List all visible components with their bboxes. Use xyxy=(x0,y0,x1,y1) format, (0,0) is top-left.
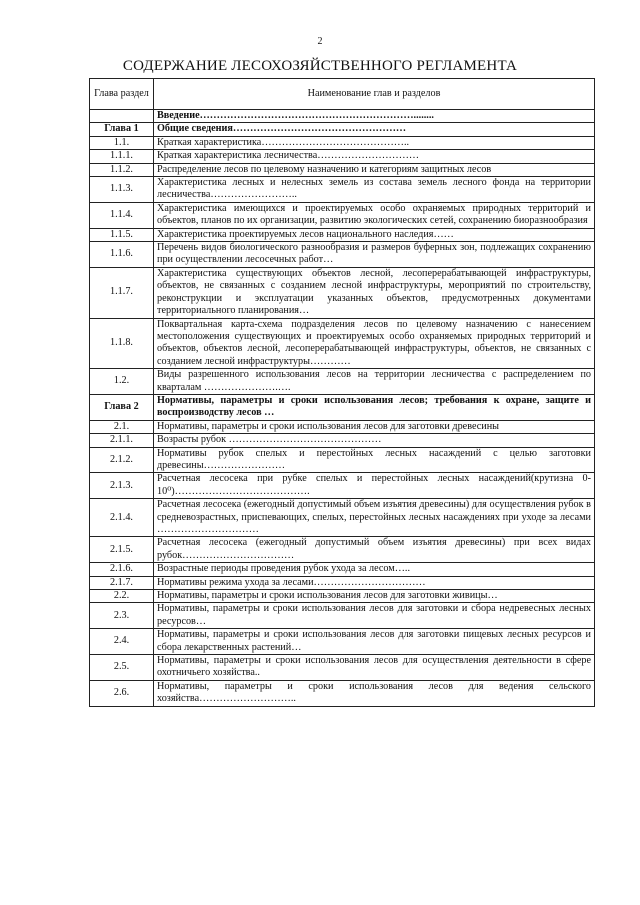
row-number: 1.1.4. xyxy=(90,202,154,228)
row-number: 1.1. xyxy=(90,136,154,149)
row-number: 1.1.5. xyxy=(90,228,154,241)
row-title: Краткая характеристика лесничества………………………… xyxy=(154,150,595,163)
table-body xyxy=(90,110,595,707)
table-row xyxy=(90,136,595,149)
row-title: Общие сведения…………………………………………… xyxy=(154,123,595,136)
row-title: Нормативы рубок спелых и перестойных лесных насаждений с целью заготовки древесины…………………… xyxy=(154,447,595,473)
row-title: Распределение лесов по целевому назначению и категориям защитных лесов xyxy=(154,163,595,176)
row-number: 2.3. xyxy=(90,603,154,629)
row-title: Возрасты рубок ……………………………………… xyxy=(154,434,595,447)
table-row xyxy=(90,473,595,499)
row-title: Нормативы, параметры и сроки использования лесов для заготовки и сбора недревесных лесных ресурсов… xyxy=(154,603,595,629)
table-row xyxy=(90,394,595,420)
page-number: 2 xyxy=(317,36,323,47)
row-title: Расчетная лесосека (ежегодный допустимый объем изъятия древесины) для осуществления рубок в средневозрастных, приспевающих, спелых, перестойных лесных насаждениях при уходе за лесами ………………………… xyxy=(154,499,595,537)
row-number: 1.1.3. xyxy=(90,177,154,203)
table-row xyxy=(90,499,595,537)
row-number: 2.1.3. xyxy=(90,473,154,499)
table-row xyxy=(90,267,595,318)
row-title: Нормативы, параметры и сроки использования лесов для осуществления деятельности в сфере охотничьего хозяйства.. xyxy=(154,655,595,681)
row-number xyxy=(90,110,154,123)
row-title: Возрастные периоды проведения рубок ухода за лесом….. xyxy=(154,563,595,576)
row-title: Характеристика проектируемых лесов национального наследия…… xyxy=(154,228,595,241)
row-title: Перечень видов биологического разнообразия и размеров буферных зон, подлежащих сохранению при осуществлении лесосечных работ… xyxy=(154,242,595,268)
row-title: Характеристика лесных и нелесных земель из состава земель лесного фонда на территории лесничества…………………….. xyxy=(154,177,595,203)
row-title: Нормативы, параметры и сроки использования лесов; требования к охране, защите и воспроизводству лесов … xyxy=(154,394,595,420)
row-number: 1.1.7. xyxy=(90,267,154,318)
row-number: 2.1.1. xyxy=(90,434,154,447)
row-number: 2.6. xyxy=(90,680,154,706)
table-row xyxy=(90,318,595,369)
table-row xyxy=(90,655,595,681)
table-row xyxy=(90,369,595,395)
table-row xyxy=(90,420,595,433)
row-number: 2.1.2. xyxy=(90,447,154,473)
row-number: 2.1. xyxy=(90,420,154,433)
table-row xyxy=(90,242,595,268)
row-number: 1.1.2. xyxy=(90,163,154,176)
row-title: Характеристика имеющихся и проектируемых особо охраняемых природных территорий и объектов, планов по их организации, развитию экологических сетей, сохранению биоразнообразия xyxy=(154,202,595,228)
row-number: 2.5. xyxy=(90,655,154,681)
table-row xyxy=(90,228,595,241)
row-title: Нормативы, параметры и сроки использования лесов для заготовки пищевых лесных ресурсов и сбора лекарственных растений… xyxy=(154,629,595,655)
table-row xyxy=(90,110,595,123)
table-row xyxy=(90,202,595,228)
table-row xyxy=(90,603,595,629)
row-title: Характеристика существующих объектов лесной, лесоперерабатывающей инфраструктуры, объектов, не связанных с созданием лесной инфраструктуры, мероприятий по строительству, реконструкции и эксплуатации указанных объектов, предусмотренных документами территориального планирования… xyxy=(154,267,595,318)
column-header-title: Наименование глав и разделов xyxy=(154,79,595,110)
document-title: СОДЕРЖАНИЕ ЛЕСОХОЗЯЙСТВЕННОГО РЕГЛАМЕНТА xyxy=(122,58,518,74)
row-number: 2.1.6. xyxy=(90,563,154,576)
row-title: Введение………………………………………………………........ xyxy=(154,110,595,123)
row-title: Расчетная лесосека (ежегодный допустимый объем изъятия древесины) при всех видах рубок…………………………… xyxy=(154,537,595,563)
row-title: Поквартальная карта-схема подразделения лесов по целевому назначению с нанесением местоположения существующих и проектируемых особо охраняемых природных территорий и объектов, объектов лесной, лесоперерабатывающей инфраструктуры, объектов, не связанных с созданием лесной инфраструктуры………… xyxy=(154,318,595,369)
row-number: 2.4. xyxy=(90,629,154,655)
table-row xyxy=(90,563,595,576)
row-number: Глава 1 xyxy=(90,123,154,136)
row-title: Нормативы режима ухода за лесами…………………………… xyxy=(154,576,595,589)
row-title: Нормативы, параметры и сроки использования лесов для заготовки древесины xyxy=(154,420,595,433)
row-title: Расчетная лесосека при рубке спелых и перестойных лесных насаждений(крутизна 0-10⁰)…………………………………. xyxy=(154,473,595,499)
table-row xyxy=(90,537,595,563)
row-title: Краткая характеристика…………………………………….. xyxy=(154,136,595,149)
row-title: Нормативы, параметры и сроки использования лесов для ведения сельского хозяйства……………………….. xyxy=(154,680,595,706)
row-number: 1.1.6. xyxy=(90,242,154,268)
row-number: 1.2. xyxy=(90,369,154,395)
row-number: 2.2. xyxy=(90,590,154,603)
contents-table xyxy=(89,78,595,707)
table-row xyxy=(90,629,595,655)
row-number: 2.1.4. xyxy=(90,499,154,537)
table-row xyxy=(90,150,595,163)
table-row xyxy=(90,680,595,706)
table-row xyxy=(90,434,595,447)
table-row xyxy=(90,447,595,473)
table-row xyxy=(90,123,595,136)
table-header-row xyxy=(90,79,595,110)
table-row xyxy=(90,590,595,603)
row-title: Нормативы, параметры и сроки использования лесов для заготовки живицы… xyxy=(154,590,595,603)
row-number: 2.1.5. xyxy=(90,537,154,563)
table-row xyxy=(90,576,595,589)
row-number: 1.1.1. xyxy=(90,150,154,163)
table-row xyxy=(90,163,595,176)
row-number: 1.1.8. xyxy=(90,318,154,369)
column-header-chapter: Глава раздел xyxy=(90,79,154,110)
table-row xyxy=(90,177,595,203)
row-title: Виды разрешенного использования лесов на территории лесничества с распределением по кварталам ………………….…. xyxy=(154,369,595,395)
row-number: Глава 2 xyxy=(90,394,154,420)
row-number: 2.1.7. xyxy=(90,576,154,589)
